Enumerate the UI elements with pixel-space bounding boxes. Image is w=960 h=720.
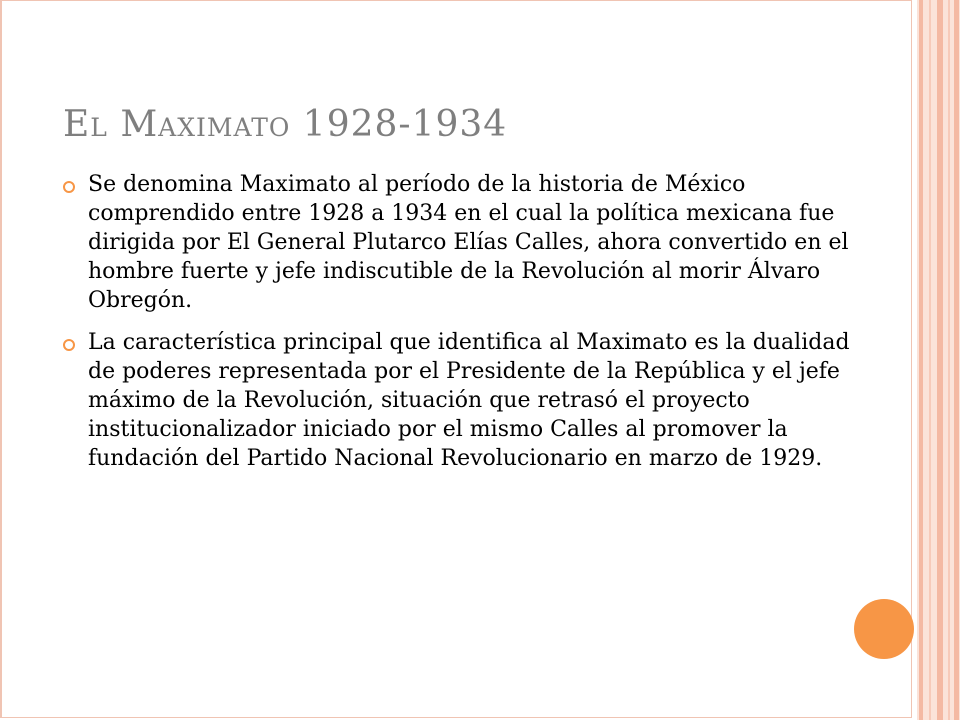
slide-title: El Maximato 1928-1934 — [63, 104, 508, 145]
stripe — [929, 0, 931, 720]
bullet-text: La característica principal que identifica al Maximato es la dualidad de poderes representada por el Presidente de la República y el jefe máximo de la Revolución, situación que retrasó el proyecto institucionalizador iniciado por el mismo Calles al promover la fundación del Partido Nacional Revolucionario en marzo de 1929. — [88, 330, 850, 471]
bullet-circle-icon — [63, 181, 75, 193]
stripe — [954, 0, 959, 720]
stripe — [948, 0, 950, 720]
bullet-text: Se denomina Maximato al período de la historia de México comprendido entre 1928 a 1934 en el cual la política mexicana fue dirigida por El General Plutarco Elías Calles, ahora convertido en el hombre fuerte y jefe indiscutible de la Revolución al morir Álvaro Obregón. — [88, 172, 849, 313]
list-item — [63, 328, 853, 473]
list-item — [63, 170, 853, 315]
stripe — [937, 0, 943, 720]
bullet-list — [63, 170, 853, 486]
decorative-stripes — [917, 0, 960, 720]
decorative-circle — [854, 599, 914, 659]
stripe — [919, 0, 923, 720]
bullet-circle-icon — [63, 339, 75, 351]
